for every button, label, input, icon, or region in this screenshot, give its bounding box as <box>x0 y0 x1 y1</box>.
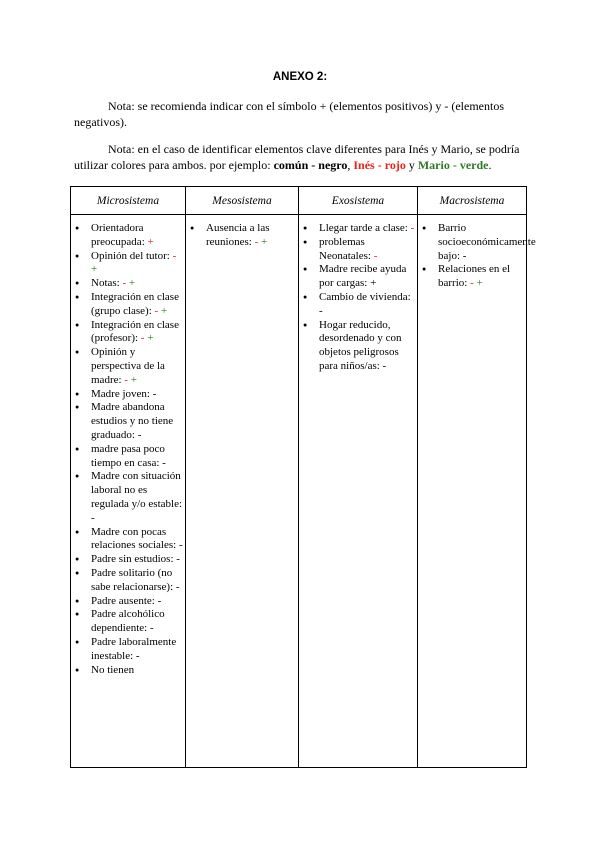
list-item <box>71 222 183 250</box>
item-text: Orientadora preocupada: <box>91 222 145 248</box>
table-header-row <box>71 187 527 215</box>
item-text: Ausencia a las reuniones: <box>206 222 270 248</box>
item-text: Hogar reducido, desordenado y con objetos peligrosos para niños/as: - <box>319 318 402 372</box>
list-item <box>71 608 183 636</box>
item-text: Padre solitario (no sabe relacionarse): - <box>91 566 180 593</box>
list-item <box>186 222 296 250</box>
negative-mark: - <box>254 235 259 248</box>
item-text: Opinión y perspectiva de la madre: <box>91 346 165 386</box>
negative-mark: - <box>373 249 378 262</box>
list-item <box>71 567 183 595</box>
legend-sep: , <box>347 158 354 172</box>
item-text: Relaciones en el barrio: <box>438 263 511 290</box>
cell-exosistema <box>299 215 418 768</box>
positive-mark: + <box>476 277 483 290</box>
positive-mark: + <box>261 235 268 248</box>
list-item <box>71 388 183 402</box>
negative-mark: - <box>154 304 159 317</box>
item-text: problemas Neonatales: <box>319 235 371 262</box>
list-item <box>299 319 415 374</box>
list-item <box>71 526 183 554</box>
item-text: Madre con situación laboral no es regulada y/o estable: - <box>91 470 183 524</box>
header-exosistema: Exosistema <box>299 187 418 215</box>
list-item <box>71 636 183 664</box>
legend-common: común - negro <box>273 158 348 172</box>
list-item <box>418 263 524 291</box>
legend-end: . <box>488 158 492 172</box>
list-mesosistema <box>186 215 298 250</box>
list-macrosistema <box>418 215 536 291</box>
item-text: Padre laboralmente inestable: - <box>91 635 177 662</box>
item-text: Llegar tarde a clase: <box>319 222 408 234</box>
item-text: Padre ausente: - <box>91 594 162 607</box>
list-item <box>299 222 415 236</box>
negative-mark: - <box>410 222 415 234</box>
item-text: Opinión del tutor: <box>91 249 170 262</box>
legend-ines: Inés - rojo <box>353 158 406 172</box>
item-text: No tienen <box>91 663 135 676</box>
note-colors <box>74 141 526 173</box>
cell-mesosistema <box>186 215 299 768</box>
negative-mark: - <box>172 249 177 262</box>
list-item <box>71 250 183 278</box>
item-text: Barrio socioeconómicamente bajo: - <box>438 222 536 262</box>
list-exosistema <box>299 215 417 374</box>
positive-mark: + <box>160 304 168 317</box>
cell-macrosistema <box>418 215 536 768</box>
list-item <box>299 291 415 319</box>
header-macrosistema: Macrosistema <box>418 187 527 215</box>
list-item <box>299 263 415 291</box>
item-text: Padre sin estudios: - <box>91 553 180 566</box>
list-item <box>71 553 183 567</box>
list-item <box>71 443 183 471</box>
ecosystem-table <box>70 186 536 768</box>
list-item <box>71 346 183 387</box>
positive-mark: + <box>91 263 98 276</box>
negative-mark: + <box>147 235 154 248</box>
negative-mark: - <box>124 373 128 386</box>
item-text: Notas: <box>91 277 120 290</box>
list-item <box>71 291 183 319</box>
header-microsistema: Microsistema <box>71 187 186 215</box>
positive-mark: + <box>147 332 154 345</box>
item-text: Padre alcohólico dependiente: - <box>91 608 165 635</box>
list-item <box>71 277 183 291</box>
item-text: Madre joven: - <box>91 387 157 400</box>
list-item <box>71 664 183 678</box>
negative-mark: - <box>122 277 127 290</box>
item-text: Madre abandona estudios y no tiene graduado: - <box>91 401 174 441</box>
header-mesosistema: Mesosistema <box>186 187 299 215</box>
list-item <box>299 236 415 264</box>
item-text: Integración en clase (grupo clase): <box>91 290 179 317</box>
item-text: madre pasa poco tiempo en casa: - <box>91 442 166 469</box>
legend-mario: Mario - verde <box>417 158 489 172</box>
list-item <box>71 401 183 442</box>
page-title: ANEXO 2: <box>272 71 328 83</box>
positive-mark: + <box>128 277 136 290</box>
list-item <box>418 222 536 263</box>
item-text: Cambio de vivienda: - <box>319 290 411 317</box>
positive-mark: + <box>130 373 137 386</box>
list-microsistema <box>71 215 185 677</box>
list-item <box>71 595 183 609</box>
negative-mark: - <box>140 332 145 345</box>
item-text: Madre recibe ayuda por cargas: + <box>319 263 407 290</box>
list-item <box>71 319 183 347</box>
table-row <box>71 215 527 768</box>
legend-sep: y <box>405 158 418 172</box>
list-item <box>71 470 183 525</box>
negative-mark: - <box>470 277 474 290</box>
item-text: Madre con pocas relaciones sociales: - <box>91 525 183 552</box>
cell-microsistema <box>71 215 186 768</box>
note-colors-text: Nota: en el caso de identificar elementos clave diferentes para Inés y Mario, se podría utilizar colores para ambos. por ejemplo: <box>74 142 520 172</box>
note-symbols-text: Nota: se recomienda indicar con el símbolo + (elementos positivos) y - (elementos negativos). <box>74 99 504 129</box>
note-symbols <box>74 98 526 130</box>
item-text: Integración en clase (profesor): <box>91 318 179 345</box>
